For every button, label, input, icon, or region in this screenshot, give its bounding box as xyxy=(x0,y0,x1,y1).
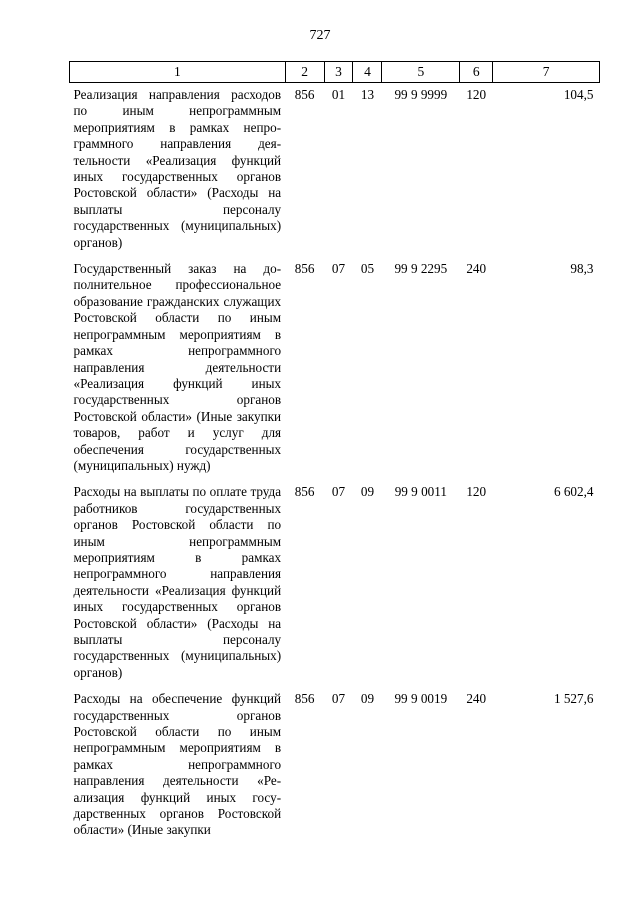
department-code: 856 xyxy=(294,87,315,102)
column-header-4: 4 xyxy=(353,62,382,83)
table-header-row xyxy=(70,62,600,83)
row-description: Государственный заказ на дополнительное профессиональное образование гражданских служащих Ростовской области по иным непрограммным мероприятиям в рамках непрограммного направления деятельности «Реализация функций иных государственных органов Ростовской области» (Иные закупки товаров, работ и услуг для обеспечения государственных (муниципальных) нужд) xyxy=(73,261,282,473)
row-description: Реализация направления расходов по иным непрограммным мероприятиям в рамках непрограммного направления деятельности «Реализация функций иных государственных органов Ростовской области» (Расходы на выплаты персоналу государственных (муниципальных) органов) xyxy=(73,87,282,250)
expense-type-code: 120 xyxy=(466,87,487,102)
department-code: 856 xyxy=(294,691,315,707)
expense-type-code: 120 xyxy=(466,484,487,500)
column-header-1: 1 xyxy=(70,62,286,83)
target-article-code: 99 9 2295 xyxy=(394,261,448,277)
column-header-7: 7 xyxy=(493,62,600,83)
column-header-6: 6 xyxy=(460,62,493,83)
table-row xyxy=(70,83,600,258)
target-article-code: 99 9 0011 xyxy=(394,484,447,500)
section-code: 07 xyxy=(331,261,346,277)
expense-type-code: 240 xyxy=(466,261,487,277)
department-code: 856 xyxy=(294,261,315,277)
amount: 6 602,4 xyxy=(553,484,594,500)
budget-table xyxy=(69,61,600,845)
row-description: Расходы на обеспечение функций государственных органов Ростовской области по иным непрограммным мероприятиям в рамках непрограммного направления деятельности «Реализация функций иных государственных органов Ростовской области» (Иные закупки xyxy=(73,691,282,838)
department-code: 856 xyxy=(294,484,315,500)
row-description: Расходы на выплаты по оплате труда работников государственных органов Ростовской области по иным непрограммным мероприятиям в рамках непрограммного направления деятельности «Реализация функций иных государственных органов Ростовской области» (Расходы на выплаты персоналу государственных (муниципальных) органов) xyxy=(73,484,282,680)
column-header-2: 2 xyxy=(285,62,324,83)
subsection-code: 13 xyxy=(360,87,375,102)
amount: 1 527,6 xyxy=(553,691,594,707)
subsection-code: 09 xyxy=(360,691,375,707)
subsection-code: 09 xyxy=(360,484,375,500)
section-code: 01 xyxy=(331,87,346,102)
amount: 98,3 xyxy=(570,261,594,277)
section-code: 07 xyxy=(331,691,346,707)
column-header-5: 5 xyxy=(382,62,460,83)
table-row xyxy=(70,480,600,687)
amount: 104,5 xyxy=(563,87,594,102)
table-row xyxy=(70,257,600,480)
page-number: 727 xyxy=(309,28,331,43)
target-article-code: 99 9 9999 xyxy=(394,87,448,102)
expense-type-code: 240 xyxy=(466,691,487,707)
section-code: 07 xyxy=(331,484,346,500)
column-header-3: 3 xyxy=(324,62,353,83)
target-article-code: 99 9 0019 xyxy=(394,691,448,707)
table-row xyxy=(70,687,600,845)
subsection-code: 05 xyxy=(360,261,375,277)
